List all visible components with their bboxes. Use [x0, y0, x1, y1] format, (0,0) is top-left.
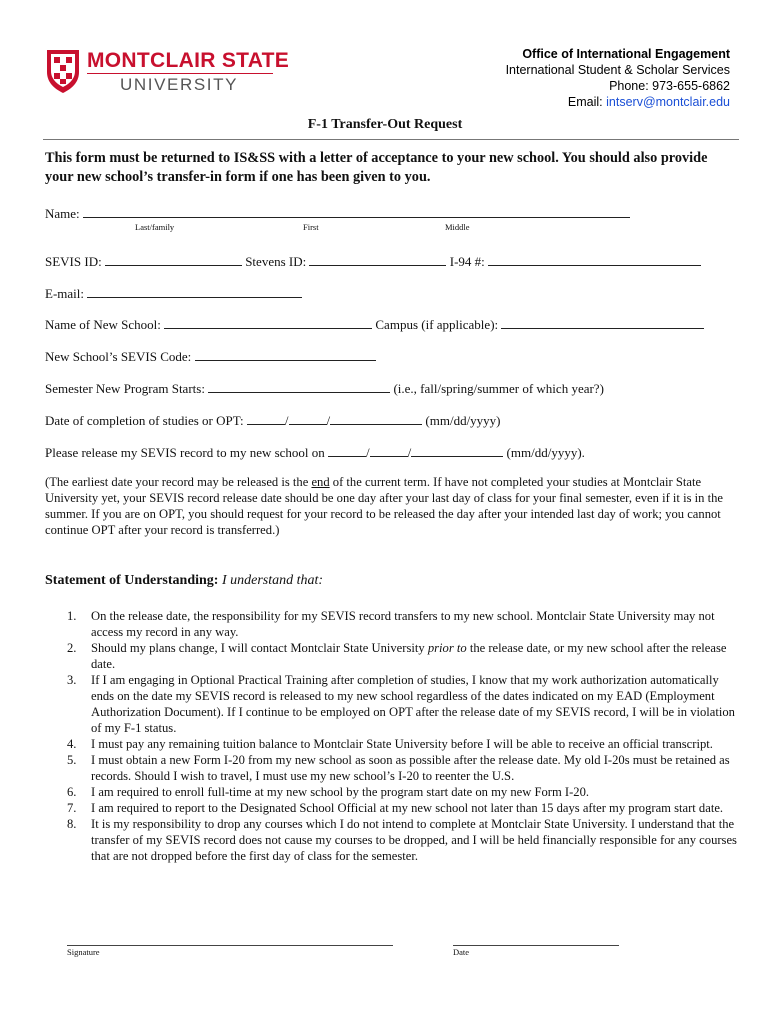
email-row — [45, 285, 302, 302]
new-school-field[interactable] — [164, 316, 372, 329]
statement-item — [45, 736, 737, 752]
name-row — [45, 205, 630, 222]
stevens-id-field[interactable] — [309, 253, 446, 266]
item-text: I am required to enroll full-time at my new school by the program start date on my new Form I-20. — [91, 785, 590, 799]
last-name-caption: Last/family — [135, 222, 175, 232]
name-label: Name: — [45, 206, 80, 221]
completion-year-field[interactable] — [330, 412, 422, 425]
logo-subname: UNIVERSITY — [120, 75, 239, 94]
signature-field[interactable] — [67, 945, 393, 946]
semester-label: Semester New Program Starts: — [45, 381, 205, 396]
logo-divider — [87, 73, 273, 74]
completion-month-field[interactable] — [247, 412, 285, 425]
office-contact — [506, 46, 730, 110]
item-number: 2. — [67, 641, 77, 655]
statement-item — [45, 784, 737, 800]
release-row — [45, 444, 585, 461]
semester-row — [45, 380, 604, 397]
statement-item — [45, 800, 737, 816]
sevis-code-field[interactable] — [195, 348, 376, 361]
release-note-part1: (The earliest date your record may be released is the — [45, 475, 312, 489]
release-label: Please release my SEVIS record to my new school on — [45, 445, 325, 460]
office-email-label: Email: — [567, 95, 603, 109]
sevis-code-row — [45, 348, 376, 365]
i94-label: I-94 #: — [449, 254, 485, 269]
release-format: (mm/dd/yyyy). — [506, 445, 585, 460]
semester-hint: (i.e., fall/spring/summer of which year?) — [393, 381, 604, 396]
statement-item — [45, 608, 737, 640]
completion-format: (mm/dd/yyyy) — [425, 413, 501, 428]
campus-label: Campus (if applicable): — [375, 317, 499, 332]
statement-item — [45, 640, 737, 672]
statement-heading — [45, 573, 323, 589]
date-slash: / — [326, 413, 331, 428]
release-note-emphasis: end — [311, 475, 330, 489]
item-text-post: the release date, or my new school after the release date. — [91, 641, 727, 671]
statement-item — [45, 672, 737, 736]
new-school-row — [45, 316, 704, 333]
date-slash: / — [366, 445, 370, 460]
office-email-link[interactable]: intserv@montclair.edu — [606, 95, 730, 109]
logo-name: MONTCLAIR STATE — [87, 49, 290, 72]
date-label: Date — [453, 947, 470, 957]
completion-day-field[interactable] — [289, 412, 327, 425]
item-text: On the release date, the responsibility for my SEVIS record transfers to my new school. Montclair State University may not access my record in any way. — [91, 609, 715, 639]
semester-field[interactable] — [208, 380, 390, 393]
item-number: 4. — [67, 737, 77, 751]
date-slash: / — [407, 445, 412, 460]
item-number: 8. — [67, 817, 77, 831]
item-text-emphasis: prior to — [427, 641, 467, 655]
item-text-pre: Should my plans change, I will contact Montclair State University — [91, 641, 428, 655]
release-note-part2: of the current term. If have not completed your studies at Montclair State University yet, your SEVIS record release date should be one day after your last day of class for your final semester, even if it is in the summer. If you are on OPT, you should request for your record to be released the day after your intended last day of work; you cannot continue OPT after your record is transferred.) — [45, 475, 723, 537]
sevis-code-label: New School’s SEVIS Code: — [45, 349, 192, 364]
item-number: 6. — [67, 785, 77, 799]
title-divider — [43, 139, 739, 140]
item-text: I must pay any remaining tuition balance to Montclair State University before I will be able to receive an official transcript. — [91, 737, 713, 751]
release-month-field[interactable] — [328, 444, 366, 457]
item-text: I must obtain a new Form I-20 from my new school as soon as possible after the release date. My old I-20s must be retained as records. Should I wish to travel, I must use my new school’s I-20 to reenter the U.S. — [91, 753, 730, 783]
office-email-row — [506, 94, 730, 110]
office-phone: Phone: 973-655-6862 — [609, 79, 730, 93]
sevis-id-label: SEVIS ID: — [45, 254, 102, 269]
item-number: 7. — [67, 801, 77, 815]
i94-field[interactable] — [488, 253, 701, 266]
date-field[interactable] — [453, 945, 619, 946]
office-dept: International Student & Scholar Services — [505, 63, 730, 77]
stevens-id-label: Stevens ID: — [245, 254, 307, 269]
campus-field[interactable] — [501, 316, 704, 329]
release-day-field[interactable] — [370, 444, 408, 457]
statement-title: Statement of Understanding: — [45, 573, 219, 588]
item-text: If I am engaging in Optional Practical Training after completion of studies, I know that my work authorization automatically ends on the date my SEVIS record is released to my new school regardless of the dates indicated on my EAD (Employment Authorization Document). If I continue to be employed on OPT after the release date of my SEVIS record, I will be in violation of my F-1 status. — [91, 673, 735, 735]
item-number: 5. — [67, 753, 77, 767]
item-text: It is my responsibility to drop any courses which I do not intend to complete at Montclair State University. I understand that the transfer of my SEVIS record does not cause my courses to be dropped, and I will be held financially responsible for any courses that are not dropped before the first day of class for the semester. — [91, 817, 737, 863]
item-text: I am required to report to the Designated School Official at my new school not later than 15 days after my program start date. — [91, 801, 724, 815]
middle-name-caption: Middle — [445, 222, 470, 232]
statement-item — [45, 752, 737, 784]
email-field[interactable] — [87, 285, 302, 298]
form-title: F-1 Transfer-Out Request — [307, 117, 463, 132]
statement-list — [45, 608, 737, 864]
release-note — [45, 474, 735, 538]
statement-subtitle: I understand that: — [221, 573, 324, 588]
date-slash: / — [284, 413, 289, 428]
new-school-label: Name of New School: — [45, 317, 161, 332]
office-name: Office of International Engagement — [522, 47, 730, 61]
sevis-id-field[interactable] — [105, 253, 242, 266]
item-number: 3. — [67, 673, 77, 687]
statement-item — [45, 816, 737, 864]
signature-label: Signature — [67, 947, 100, 957]
first-name-caption: First — [303, 222, 319, 232]
completion-row — [45, 412, 501, 429]
name-field[interactable] — [83, 205, 630, 218]
form-intro: This form must be returned to IS&SS with a letter of acceptance to your new school. You should also provide your new school’s transfer-in form if one has been given to you. — [45, 150, 708, 185]
ids-row — [45, 253, 701, 270]
item-number: 1. — [67, 609, 77, 623]
shield-logo-icon — [45, 48, 81, 94]
completion-label: Date of completion of studies or OPT: — [45, 413, 244, 428]
email-label: E-mail: — [45, 286, 84, 301]
release-year-field[interactable] — [411, 444, 503, 457]
